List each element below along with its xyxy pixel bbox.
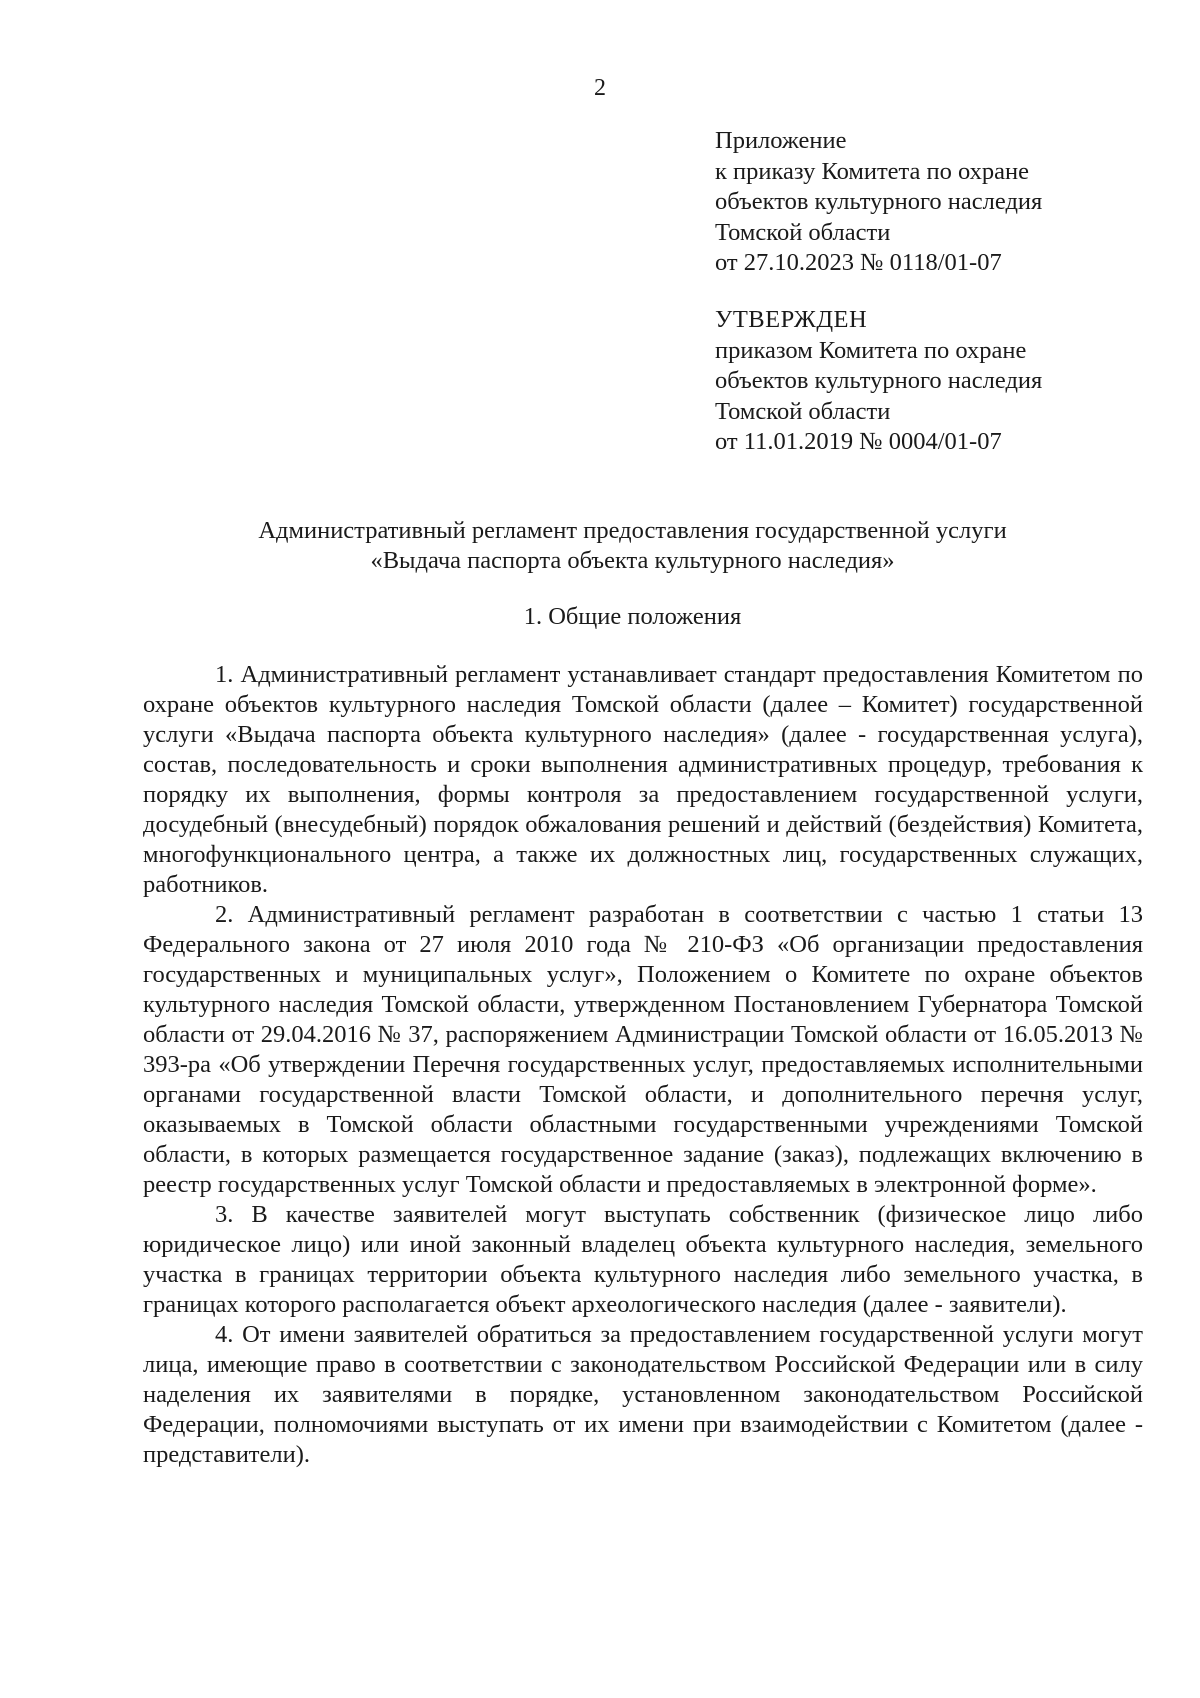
approved-block (715, 305, 1155, 458)
paragraph-4 (143, 1320, 1143, 1470)
paragraph-2 (143, 900, 1143, 1200)
document-title-line: Административный регламент предоставления государственной услуги (258, 517, 1007, 544)
appendix-line: объектов культурного наследия (715, 188, 1043, 215)
document-title (120, 516, 1145, 576)
appendix-line: к приказу Комитета по охране (715, 157, 1030, 185)
section-title: 1. Общие положения (523, 603, 742, 630)
paragraph-number: 4. (215, 1321, 234, 1348)
paragraph-text: От имени заявителей обратиться за предоставлением государственной услуги могут лица, имеющие право в соответствии с законодательством Российской Федерации или в силу наделения их заявителями в порядке, установленном законодательством Российской Федерации, полномочиями выступать от их имени при взаимодействии с Комитетом (далее - представители). (143, 1321, 1144, 1468)
page-number: 2 (594, 75, 606, 101)
paragraph-number: 1. (215, 661, 234, 688)
paragraph-text: Административный регламент устанавливает стандарт предоставления Комитетом по охране объектов культурного наследия Томской области (далее – Комитет) государственной услуги «Выдача паспорта объекта культурного наследия» (далее - государственная услуга), состав, последовательность и сроки выполнения административных процедур, требования к порядку их выполнения, формы контроля за предоставлением государственной услуги, досудебный (внесудебный) порядок обжалования решений и действий (бездействия) Комитета, многофункционального центра, а также их должностных лиц, государственных служащих, работников. (143, 661, 1143, 898)
appendix-line: Приложение (715, 127, 847, 154)
approved-line: объектов культурного наследия (715, 367, 1043, 394)
document-title-line: «Выдача паспорта объекта культурного наследия» (370, 547, 895, 574)
approved-line: Томской области (715, 397, 891, 425)
paragraph-number: 2. (215, 901, 234, 928)
paragraph-text: Административный регламент разработан в соответствии с частью 1 статьи 13 Федерального закона от 27 июля 2010 года № 210-ФЗ «Об организации предоставления государственных и муниципальных услуг», Положением о Комитете по охране объектов культурного наследия Томской области, утвержденном Постановлением Губернатора Томской области от 29.04.2016 № 37, распоряжением Администрации Томской области от 16.05.2013 № 393-ра «Об утверждении Перечня государственных услуг, предоставляемых исполнительными органами государственной власти Томской области, и дополнительного перечня услуг, оказываемых в Томской области областными государственными учреждениями Томской области, в которых размещается государственное задание (заказ), подлежащих включению в реестр государственных услуг Томской области и предоставляемых в электронной форме». (143, 901, 1143, 1198)
appendix-block (715, 126, 1155, 279)
paragraph-1 (143, 660, 1143, 900)
appendix-line: от 27.10.2023 № 0118/01-07 (715, 249, 1002, 276)
approved-line: от 11.01.2019 № 0004/01-07 (715, 428, 1002, 455)
paragraph-number: 3. (215, 1201, 234, 1228)
body-text (143, 660, 1143, 1470)
approved-heading: УТВЕРЖДЕН (715, 306, 868, 333)
paragraph-3 (143, 1200, 1143, 1320)
approved-line: приказом Комитета по охране (715, 336, 1027, 364)
paragraph-text: В качестве заявителей могут выступать собственник (физическое лицо либо юридическое лицо) или иной законный владелец объекта культурного наследия, земельного участка в границах территории объекта культурного наследия либо земельного участка, в границах которого располагается объект археологического наследия (далее - заявители). (143, 1201, 1144, 1318)
appendix-line: Томской области (715, 218, 891, 246)
